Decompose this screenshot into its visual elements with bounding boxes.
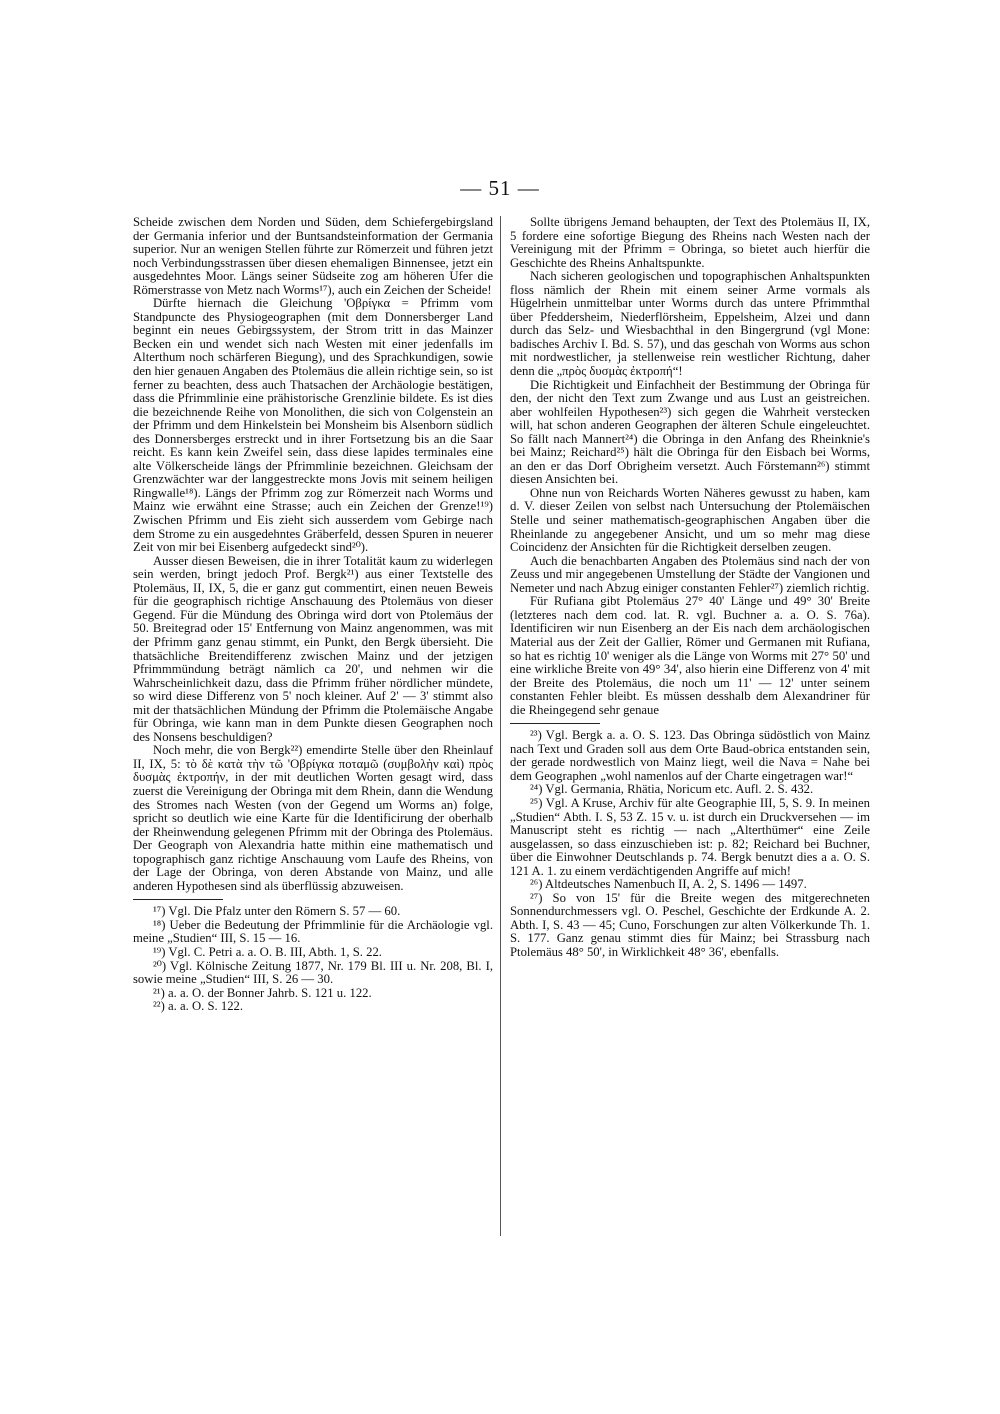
paragraph: Noch mehr, die von Bergk²²) emendirte Stelle über den Rheinlauf II, IX, 5: τὸ δὲ κατὰ τὴν τῶ 'Οβρίγκα ποταμῶ (συμβολὴν καὶ) πρὸς δυσμὰς ἐκτροπήν, in der mit deutlichen Worten gesagt wird, dass zuerst die Vereinigung der Obringa mit dem Rhein, dann die Wendung des Stromes nach Westen (von der Gegend um Worms an) folge, spricht so deutlich wie eine Karte für die Identificirung der oberhalb der Rheinwendung gelegenen Pfrimm mit der Obringa des Ptolemäus. Der Geograph von Alexandria hatte mithin eine mathematisch und topographisch ganz richtige Anschauung vom Laufe des Rheins, von der Lage der Obringa, von deren Abstande von Mainz, und alle anderen Hypothesen sind als überflüssig abzuweisen. <box>133 743 493 893</box>
right-column <box>510 216 870 960</box>
footnote: ²²) a. a. O. S. 122. <box>153 999 244 1014</box>
page-number: — 51 — <box>460 176 540 200</box>
paragraph: Dürfte hiernach die Gleichung 'Οβρίγκα = Pfrimm vom Standpuncte des Physiogeographen (mit dem Donnersberger Land beginnt ein neues Gebirgssystem, der Strom tritt in das Mainzer Becken ein und wendet sich nach Westen mit einer jedenfalls im Alterthum noch schärferen Biegung), und des Sprachkundigen, sowie den hier genauen Angaben des Ptolemäus die allein richtige sein, so ist ferner zu beachten, dess auch Thatsachen der Archäologie bestätigen, dass die Pfrimmlinie eine prähistorische Grenzlinie bildete. Es ist dies die bezeichnende Reihe von Monolithen, die sich von Colgenstein an der Pfrimm und dem Hinkelstein bei Monsheim bis Alsenborn südlich des Donnersberges erstreckt und in ihrer Fortsetzung bis an die Saar reicht. Es kann kein Zweifel sein, dass diese lapides terminales eine alte Völkerscheide längs der Pfrimmlinie bezeichnen. Gleichsam der Grenzwächter war der langgestreckte mons Jovis mit seinem heiligen Ringwalle¹⁸). Längs der Pfrimm zog zur Römerzeit nach Worms und Mainz wie erwähnt eine Strasse; auch ein Zeichen der Grenze!¹⁹) Zwischen Pfrimm und Eis zieht sich ausserdem vom Gebirge nach dem Strome zu ein ausgedehntes Gräberfeld, dessen Spuren in neuerer Zeit von mir bei Eisenberg aufgedeckt sind²⁰). <box>133 296 493 555</box>
footnote: ¹⁹) Vgl. C. Petri a. a. O. B. III, Abth. 1, S. 22. <box>153 944 382 959</box>
footnote: ²⁰) Vgl. Kölnische Zeitung 1877, Nr. 179 Bl. III u. Nr. 208, Bl. I, sowie meine „Studien“ III, S. 26 — 30. <box>133 958 493 987</box>
footnote: ²⁶) Altdeutsches Namenbuch II, A. 2, S. 1496 — 1497. <box>530 877 807 892</box>
footnote: ²⁷) So von 15' für die Breite wegen des mitgerechneten Sonnendurchmessers vgl. O. Peschel, Geschichte der Erdkunde A. 2. Abth. I, S. 43 — 45; Cuno, Forschungen zur alten Völkerkunde Th. 1. S. 177. Ganz genau stimmt dies für Mainz; bei Strassburg nach Ptolemäus 48° 50', in Wirklichkeit 48° 36', ebenfalls. <box>510 890 870 959</box>
paragraph: Die Richtigkeit und Einfachheit der Bestimmung der Obringa für den, der nicht den Text zum Zwange und aus Lust an geistreichen. aber wohlfeilen Hypothesen²³) sich gegen die Wahrheit verstecken will, hat schon anderen Geographen der älteren Schule eingeleuchtet. So fällt nach Mannert²⁴) die Obringa in den Anfang des Rheinknie's bei Mainz; Reichard²⁵) hält die Obringa für den Eisbach bei Worms, an den er das Dorf Obrigheim versetzt. Auch Förstemann²⁶) stimmt diesen Ansichten bei. <box>510 377 870 487</box>
paragraph: Ausser diesen Beweisen, die in ihrer Totalität kaum zu widerlegen sein werden, bringt jedoch Prof. Bergk²¹) aus einer Textstelle des Ptolemäus, II, IX, 5, die er ganz gut commentirt, einen neuen Beweis für die geographisch richtige Anschauung des Ptolemäus von dieser Gegend. Für die Mündung des Obringa wird dort von Ptolemäus der 50. Breitegrad oder 15' Entfernung von Mainz angenommen, was mit der Pfrimm ganz genau stimmt, ein Punkt, den Bergk übersieht. Die thatsächliche Breitendifferenz zwischen Mainz und der jetzigen Pfrimmmündung beträgt nämlich ca 20', und nehmen wir die Wahrscheinlichkeit dazu, dass die Pfrimm früher nördlicher mündete, so wird diese Differenz von 5' noch kleiner. Auf 2' — 3' stimmt also mit der thatsächlichen Mündung der Pfrimm die Ptolemäische Angabe für Obringa, wie kann man in dem Punkte diesen Geographen noch des Nonsens beschuldigen? <box>133 553 493 744</box>
footnote: ²³) Vgl. Bergk a. a. O. S. 123. Das Obringa südöstlich von Mainz nach Text und Graden soll aus dem Orte Baud-obrica entstanden sein, der gerade nordwestlich von Mainz liegt, weil die Nava = Nahe bei dem Geographen „wohl namenlos auf der Charte eingetragen war!“ <box>510 728 870 783</box>
footnote: ²¹) a. a. O. der Bonner Jahrb. S. 121 u. 122. <box>153 985 372 1000</box>
footnote-divider <box>133 899 223 900</box>
footnote: ²⁴) Vgl. Germania, Rhätia, Noricum etc. Aufl. 2. S. 432. <box>530 782 814 797</box>
footnote: ¹⁸) Ueber die Bedeutung der Pfrimmlinie für die Archäologie vgl. meine „Studien“ III, S. 15 — 16. <box>133 917 493 946</box>
footnote-divider <box>510 723 600 724</box>
paragraph: Ohne nun von Reichards Worten Näheres gewusst zu haben, kam d. V. dieser Zeilen von selbst nach Untersuchung der Ptolemäischen Stelle und seiner mathematisch-geographischen Angaben über die Rheinlande zu angegebener Ansicht, und um so mehr mag diese Coincidenz der Ansichten für die Richtigkeit derselben zeugen. <box>510 485 870 555</box>
left-column <box>133 216 493 1014</box>
paragraph: Auch die benachbarten Angaben des Ptolemäus sind nach der von Zeuss und mir angegebenen Umstellung der Städte der Vangionen und Nemeter und nach Abzug einiger constanten Fehler²⁷) ziemlich richtig. <box>510 553 870 595</box>
footnote: ²⁵) Vgl. A Kruse, Archiv für alte Geographie III, 5, S. 9. In meinen „Studien“ Abth. I. S, 53 Z. 15 v. u. ist durch ein Druckversehen — im Manuscript steht es richtig — nach „Alterthümer“ eine Zeile ausgelassen, so dass einzuschieben ist: p. 82; Reichard bei Buchner, über die Einwohner Deutschlands p. 74. Bergk benutzt dies a a. O. S. 121 A. 1. zu einem verdächtigenden Angriffe auf mich! <box>510 795 870 878</box>
paragraph: Nach sicheren geologischen und topographischen Anhaltspunkten floss nämlich der Rhein mit einem seiner Arme vormals als Hügelrhein unmittelbar unter Worms durch das untere Pfrimmthal über Pfeddersheim, Niederflörsheim, Eppelsheim, Alzei und dann durch das Selz- und Wiesbachthal in den Bingergrund (vgl Mone: badisches Archiv I. Bd. S. 57), und das geschah von Worms aus schon mit nordwestlicher, ja stellenweise rein westlicher Richtung, daher denn die „πρὸς δυσμὰς ἐκτροπή“! <box>510 269 870 379</box>
paragraph: Scheide zwischen dem Norden und Süden, dem Schiefergebirgsland der Germania inferior und der Buntsandsteinformation der Germania superior. Nur an wenigen Stellen führte zur Römerzeit und führen jetzt noch Verbindungsstrassen über diesen ehemaligen Binnensee, jetzt ein ausgedehntes Moor. Längs seiner Südseite zog am höheren Ufer die Römerstrasse von Metz nach Worms¹⁷), auch ein Zeichen der Scheide! <box>133 215 493 297</box>
footnote: ¹⁷) Vgl. Die Pfalz unter den Römern S. 57 — 60. <box>153 904 401 919</box>
paragraph: Für Rufiana gibt Ptolemäus 27° 40' Länge und 49° 30' Breite (letzteres nach dem cod. lat. R. vgl. Buchner a. a. O. S. 76a). Identificiren wir nun Eisenberg an der Eis nach dem archäologischen Material aus der Zeit der Gallier, Römer und Germanen mit Rufiana, so hat es richtig 10' weniger als die Länge von Worms mit 27° 50' und eine wirkliche Breite von 49° 34', also hierin eine Differenz von 4' mit der Breite des Ptolemäus, die noch um 11' — 12' unter seinem constanten Fehler bleibt. Es müssen desshalb dem Alexandriner für die Rheingegend sehr genaue <box>510 594 870 717</box>
column-divider <box>500 216 501 1236</box>
paragraph: Sollte übrigens Jemand behaupten, der Text des Ptolemäus II, IX, 5 fordere eine sofortige Biegung des Rheins nach Westen nach der Vereinigung mit der Pfrimm = Obringa, so bietet auch hierfür die Geschichte des Rheins Anhaltspunkte. <box>510 215 870 270</box>
